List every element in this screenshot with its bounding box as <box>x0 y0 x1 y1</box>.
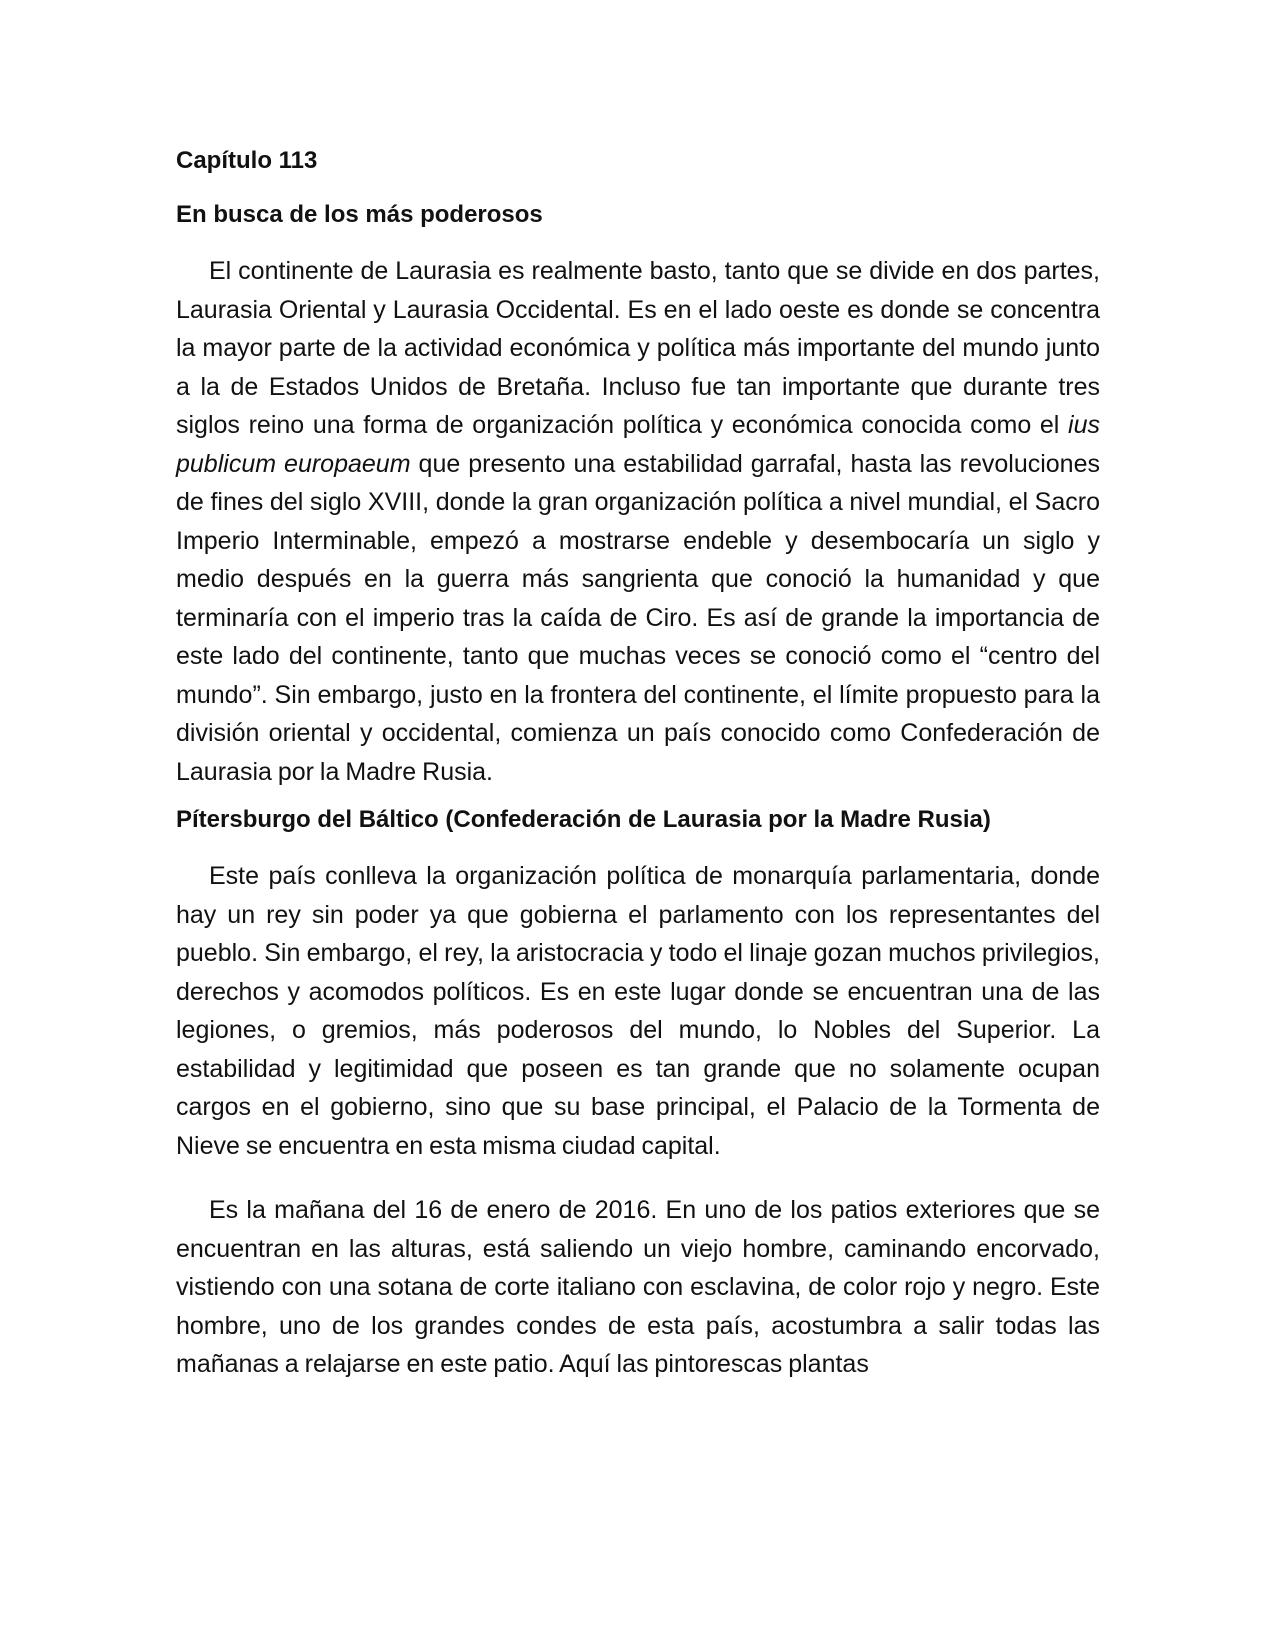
paragraph-laurasia-text-2: que presento una estabilidad garrafal, hasta las revoluciones de fines del siglo XVIII, donde la gran organización política a nivel mundial, el Sacro Imperio Interminable, empezó a mostrarse endeble y desembocaría un siglo y medio después en la guerra más sangrienta que conoció la humanidad y que terminaría con el imperio tras la caída de Ciro. Es así de grande la importancia de este lado del continente, tanto que muchas veces se conoció como el “centro del mundo”. Sin embargo, justo en la frontera del continente, el límite propuesto para la división oriental y occidental, comienza un país conocido como Confederación de Laurasia por la Madre Rusia. <box>176 449 1100 786</box>
paragraph-laurasia <box>176 252 1100 791</box>
paragraph-laurasia-text-1: El continente de Laurasia es realmente basto, tanto que se divide en dos partes, Laurasia Oriental y Laurasia Occidental. Es en el lado oeste es donde se concentra la mayor parte de la actividad económica y política más importante del mundo junto a la de Estados Unidos de Bretaña. Incluso fue tan importante que durante tres siglos reino una forma de organización política y económica conocida como el <box>176 257 1100 439</box>
section-title: Pítersburgo del Báltico (Confederación de Laurasia por la Madre Rusia) <box>176 806 991 833</box>
chapter-number: Capítulo 113 <box>176 147 318 174</box>
paragraph-morning: Es la mañana del 16 de enero de 2016. En uno de los patios exteriores que se encuentran en las alturas, está saliendo un viejo hombre, caminando encorvado, vistiendo con una sotana de corte italiano con esclavina, de color rojo y negro. Este hombre, uno de los grandes condes de esta país, acostumbra a salir todas las mañanas a relajarse en este patio. Aquí las pintorescas plantas <box>176 1196 1100 1378</box>
italic-term: ius publicum europaeum <box>176 411 1100 478</box>
paragraph-gap <box>176 1179 1100 1191</box>
chapter-title: En busca de los más poderosos <box>176 201 543 228</box>
document-page <box>176 146 1100 1398</box>
paragraph-pitersburgo: Este país conlleva la organización política de monarquía parlamentaria, donde hay un rey sin poder ya que gobierna el parlamento con los representantes del pueblo. Sin embargo, el rey, la aristocracia y todo el linaje gozan muchos privilegios, derechos y acomodos políticos. Es en este lugar donde se encuentran una de las legiones, o gremios, más poderosos del mundo, lo Nobles del Superior. La estabilidad y legitimidad que poseen es tan grande que no solamente ocupan cargos en el gobierno, sino que su base principal, el Palacio de la Tormenta de Nieve se encuentra en esta misma ciudad capital. <box>176 862 1100 1160</box>
